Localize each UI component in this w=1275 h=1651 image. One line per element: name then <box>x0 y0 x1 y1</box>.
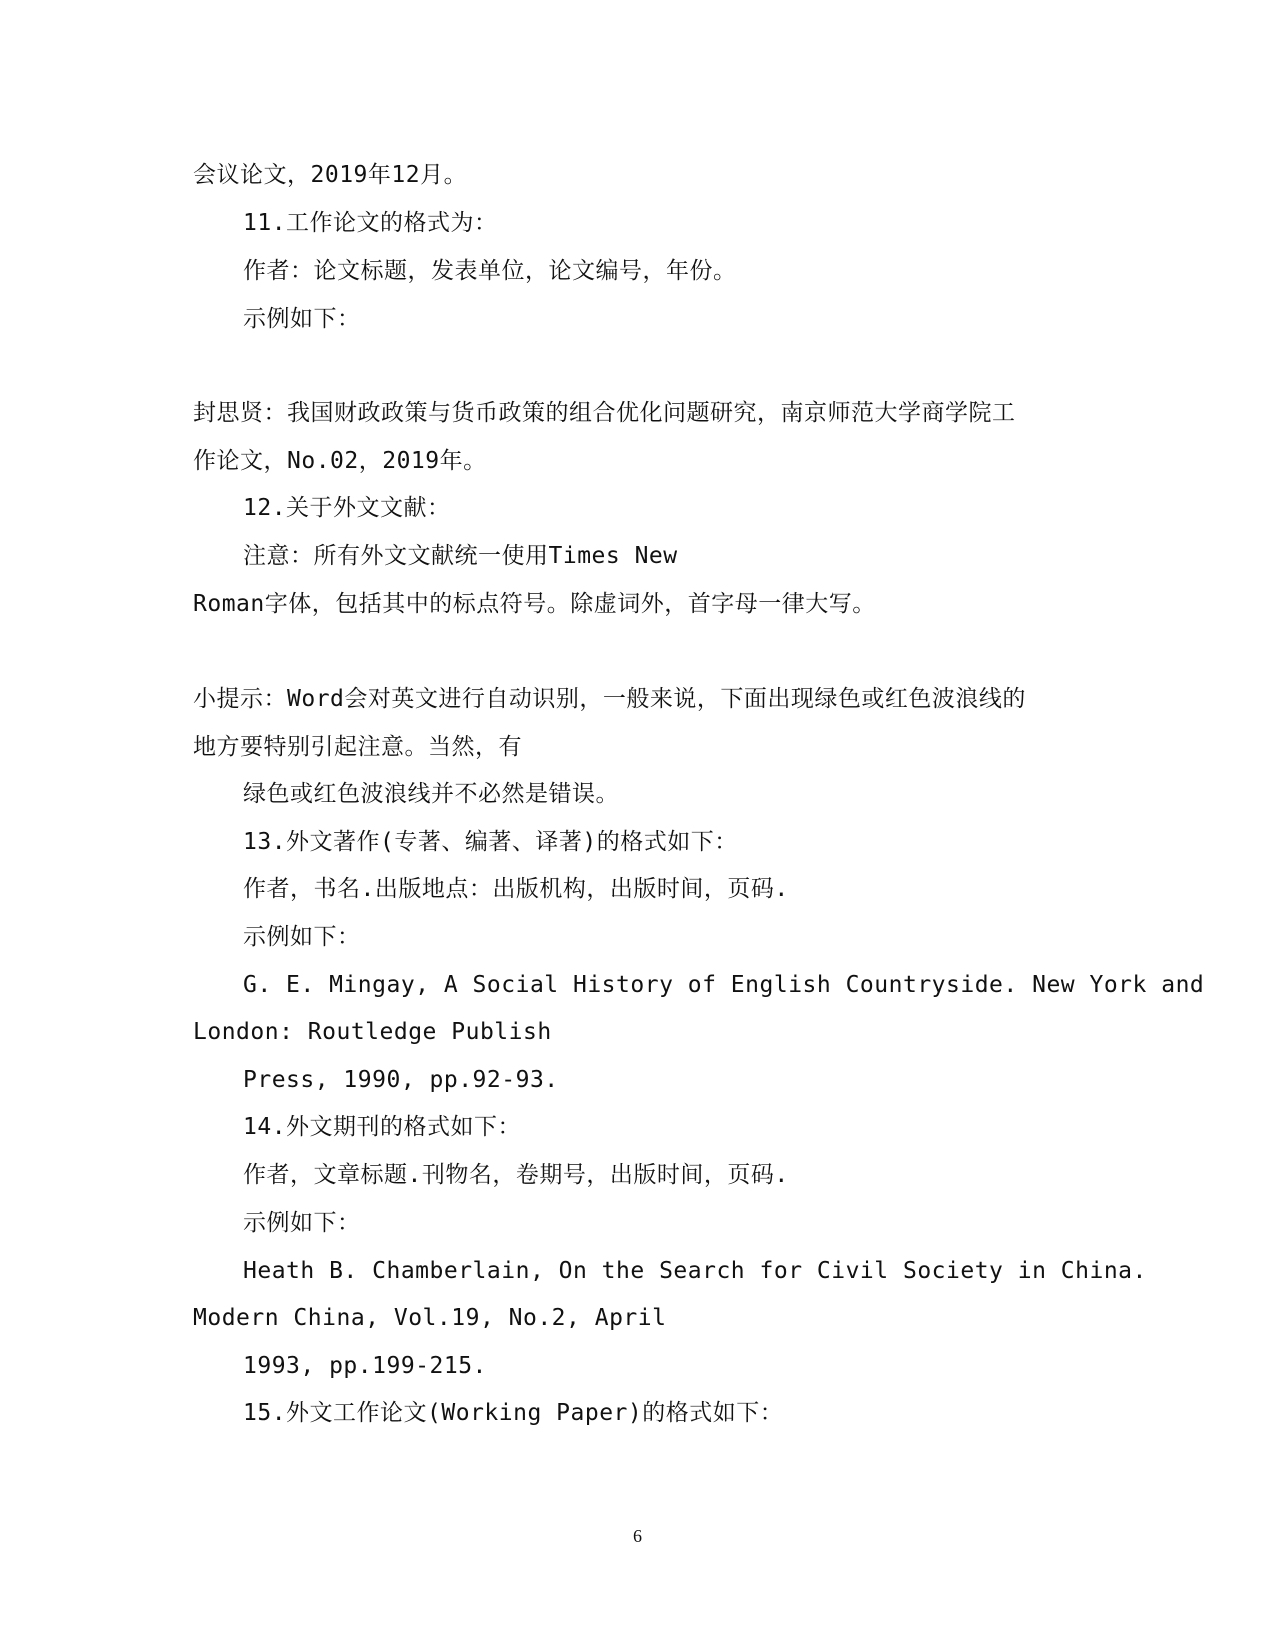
text-line: 作论文，No.02，2019年。 <box>193 448 487 474</box>
text-line: Roman字体，包括其中的标点符号。除虚词外，首字母一律大写。 <box>193 591 876 617</box>
text-line: 11.工作论文的格式为： <box>243 210 498 236</box>
text-line: 小提示：Word会对英文进行自动识别，一般来说，下面出现绿色或红色波浪线的 <box>193 686 1026 712</box>
text-line: 13.外文著作(专著、编著、译著)的格式如下： <box>243 829 738 855</box>
text-line: 示例如下： <box>243 306 361 332</box>
text-line: G. E. Mingay, A Social History of English Countryside. New York and <box>243 972 1205 998</box>
text-line: Modern China, Vol.19, No.2, April <box>193 1305 667 1331</box>
text-line: 作者，文章标题.刊物名，卷期号，出版时间，页码. <box>243 1162 789 1188</box>
text-line: 地方要特别引起注意。当然，有 <box>193 734 522 760</box>
text-line: 15.外文工作论文(Working Paper)的格式如下： <box>243 1400 784 1426</box>
text-line: 作者：论文标题，发表单位，论文编号，年份。 <box>243 258 737 284</box>
text-line: 封思贤：我国财政政策与货币政策的组合优化问题研究，南京师范大学商学院工 <box>193 400 1016 426</box>
text-line: 注意：所有外文文献统一使用Times New <box>243 543 678 569</box>
text-line: 绿色或红色波浪线并不必然是错误。 <box>243 781 619 807</box>
text-line: 会议论文，2019年12月。 <box>193 162 468 188</box>
text-line: 示例如下： <box>243 924 361 950</box>
text-line: 作者，书名.出版地点：出版机构，出版时间，页码. <box>243 876 789 902</box>
text-line: 12.关于外文文献： <box>243 495 451 521</box>
text-line: 1993, pp.199-215. <box>243 1353 487 1379</box>
text-line: Heath B. Chamberlain, On the Search for Civil Society in China. <box>243 1258 1147 1284</box>
text-line: 示例如下： <box>243 1210 361 1236</box>
text-line: 14.外文期刊的格式如下： <box>243 1114 522 1140</box>
text-line: London: Routledge Publish <box>193 1019 552 1045</box>
page-number: 6 <box>633 1526 642 1546</box>
text-line: Press, 1990, pp.92-93. <box>243 1067 559 1093</box>
